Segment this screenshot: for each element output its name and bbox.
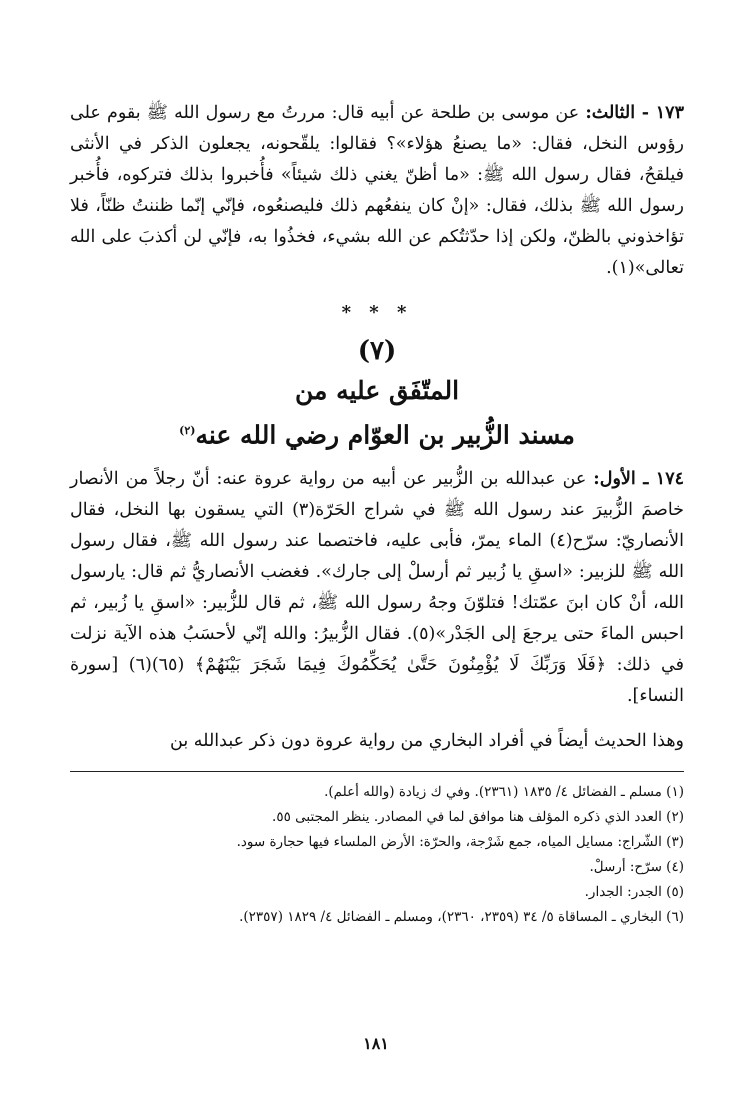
hadith-174 bbox=[70, 464, 684, 712]
chapter-title-line1: المتّفَق عليه من bbox=[294, 376, 460, 405]
chapter-title-text: مسند الزُّبير بن العوّام رضي الله عنه bbox=[195, 420, 575, 450]
footnote: (٣) الشّراج: مسايل المياه، جمع شَرْجة، والحرّة: الأرض الملساء فيها حجارة سود. bbox=[236, 834, 684, 851]
body-paragraph: وهذا الحديث أيضاً في أفراد البخاري من رواية عروة دون ذكر عبدالله بن bbox=[170, 731, 684, 752]
hadith-text: عن موسى بن طلحة عن أبيه قال: مررتُ مع رسول الله ﷺ بقوم على رؤوس النخل، فقال: «ما يصنعُ هؤلاء»؟ فقالوا: يلقّحونه، يجعلون الذكر في الأنثى فيلقحُ، فقال رسول الله ﷺ: «ما أظنّ يغني ذلك شيئاً» فأُخبروا بذلك فتركوه، فأُخبر رسول الله ﷺ بذلك، فقال: «إنْ كان ينفعُهم ذلك فليصنعُوه، فإنّي إنّما ظننتُ ظنّاً، فلا تؤاخذوني بالظنّ، ولكن إذا حدّثتُكم عن الله بشيء، فخذُوا به، فإنّي لن أكذبَ على الله تعالى»(١). bbox=[70, 103, 684, 278]
page-number: ١٨١ bbox=[363, 1034, 389, 1053]
footnote: (٤) سرّح: أرسلْ. bbox=[589, 859, 684, 876]
section-separator: * * * bbox=[341, 302, 413, 323]
page-content bbox=[70, 98, 684, 930]
footnote: (٥) الجدر: الجدار. bbox=[584, 884, 684, 901]
footnote-ref: (٢) bbox=[179, 424, 196, 437]
hadith-text: عن عبدالله بن الزُّبير عن أبيه من رواية عروة عنه: أنّ رجلاً من الأنصار خاصمَ الزُّبيرَ عند رسول الله ﷺ في شراج الحَرّة(٣) التي يسقون بها النخل، فقال الأنصاريّ: سرّح(٤) الماء يمرّ، فأبى عليه، فاختصما عند رسول الله ﷺ، فقال رسول الله ﷺ للزبير: «اسقِ يا زُبير ثم أرسلْ إلى جارك». فغضب الأنصاريُّ ثم قال: يارسول الله، أنْ كان ابنَ عمّتك! فتلوّنَ وجهُ رسول الله ﷺ، ثم قال للزُّبير: «اسقِ يا زُبير، ثم احبس الماءَ حتى يرجعَ إلى الجَدْر»(٥). فقال الزُّبيرُ: والله إنّي لأحسَبُ هذه الآية نزلت في ذلك: ﴿فَلَا وَرَبِّكَ لَا يُؤْمِنُونَ حَتَّىٰ يُحَكِّمُوكَ فِيمَا شَجَرَ بَيْنَهُمْ﴾ (٦٥)(٦) [سورة النساء]. bbox=[70, 469, 684, 707]
footnote: (٦) البخاري ـ المساقاة ٥/ ٣٤ (٢٣٥٩، ٢٣٦٠)، ومسلم ـ الفضائل ٤/ ١٨٢٩ (٢٣٥٧). bbox=[239, 909, 684, 926]
hadith-number: ١٧٤ ـ الأول: bbox=[593, 469, 684, 490]
hadith-173 bbox=[70, 98, 684, 284]
footnote: (٢) العدد الذي ذكره المؤلف هنا موافق لما في المصادر. ينظر المجتبى ٥٥. bbox=[272, 809, 684, 826]
footnote: (١) مسلم ـ الفضائل ٤/ ١٨٣٥ (٢٣٦١). وفي ك زيادة (والله أعلم). bbox=[324, 784, 684, 801]
footnote-divider bbox=[70, 771, 684, 772]
chapter-title-line2 bbox=[70, 412, 684, 454]
hadith-number: ١٧٣ - الثالث: bbox=[585, 103, 684, 123]
footnotes bbox=[70, 780, 684, 930]
chapter-number: (٧) bbox=[357, 336, 397, 366]
